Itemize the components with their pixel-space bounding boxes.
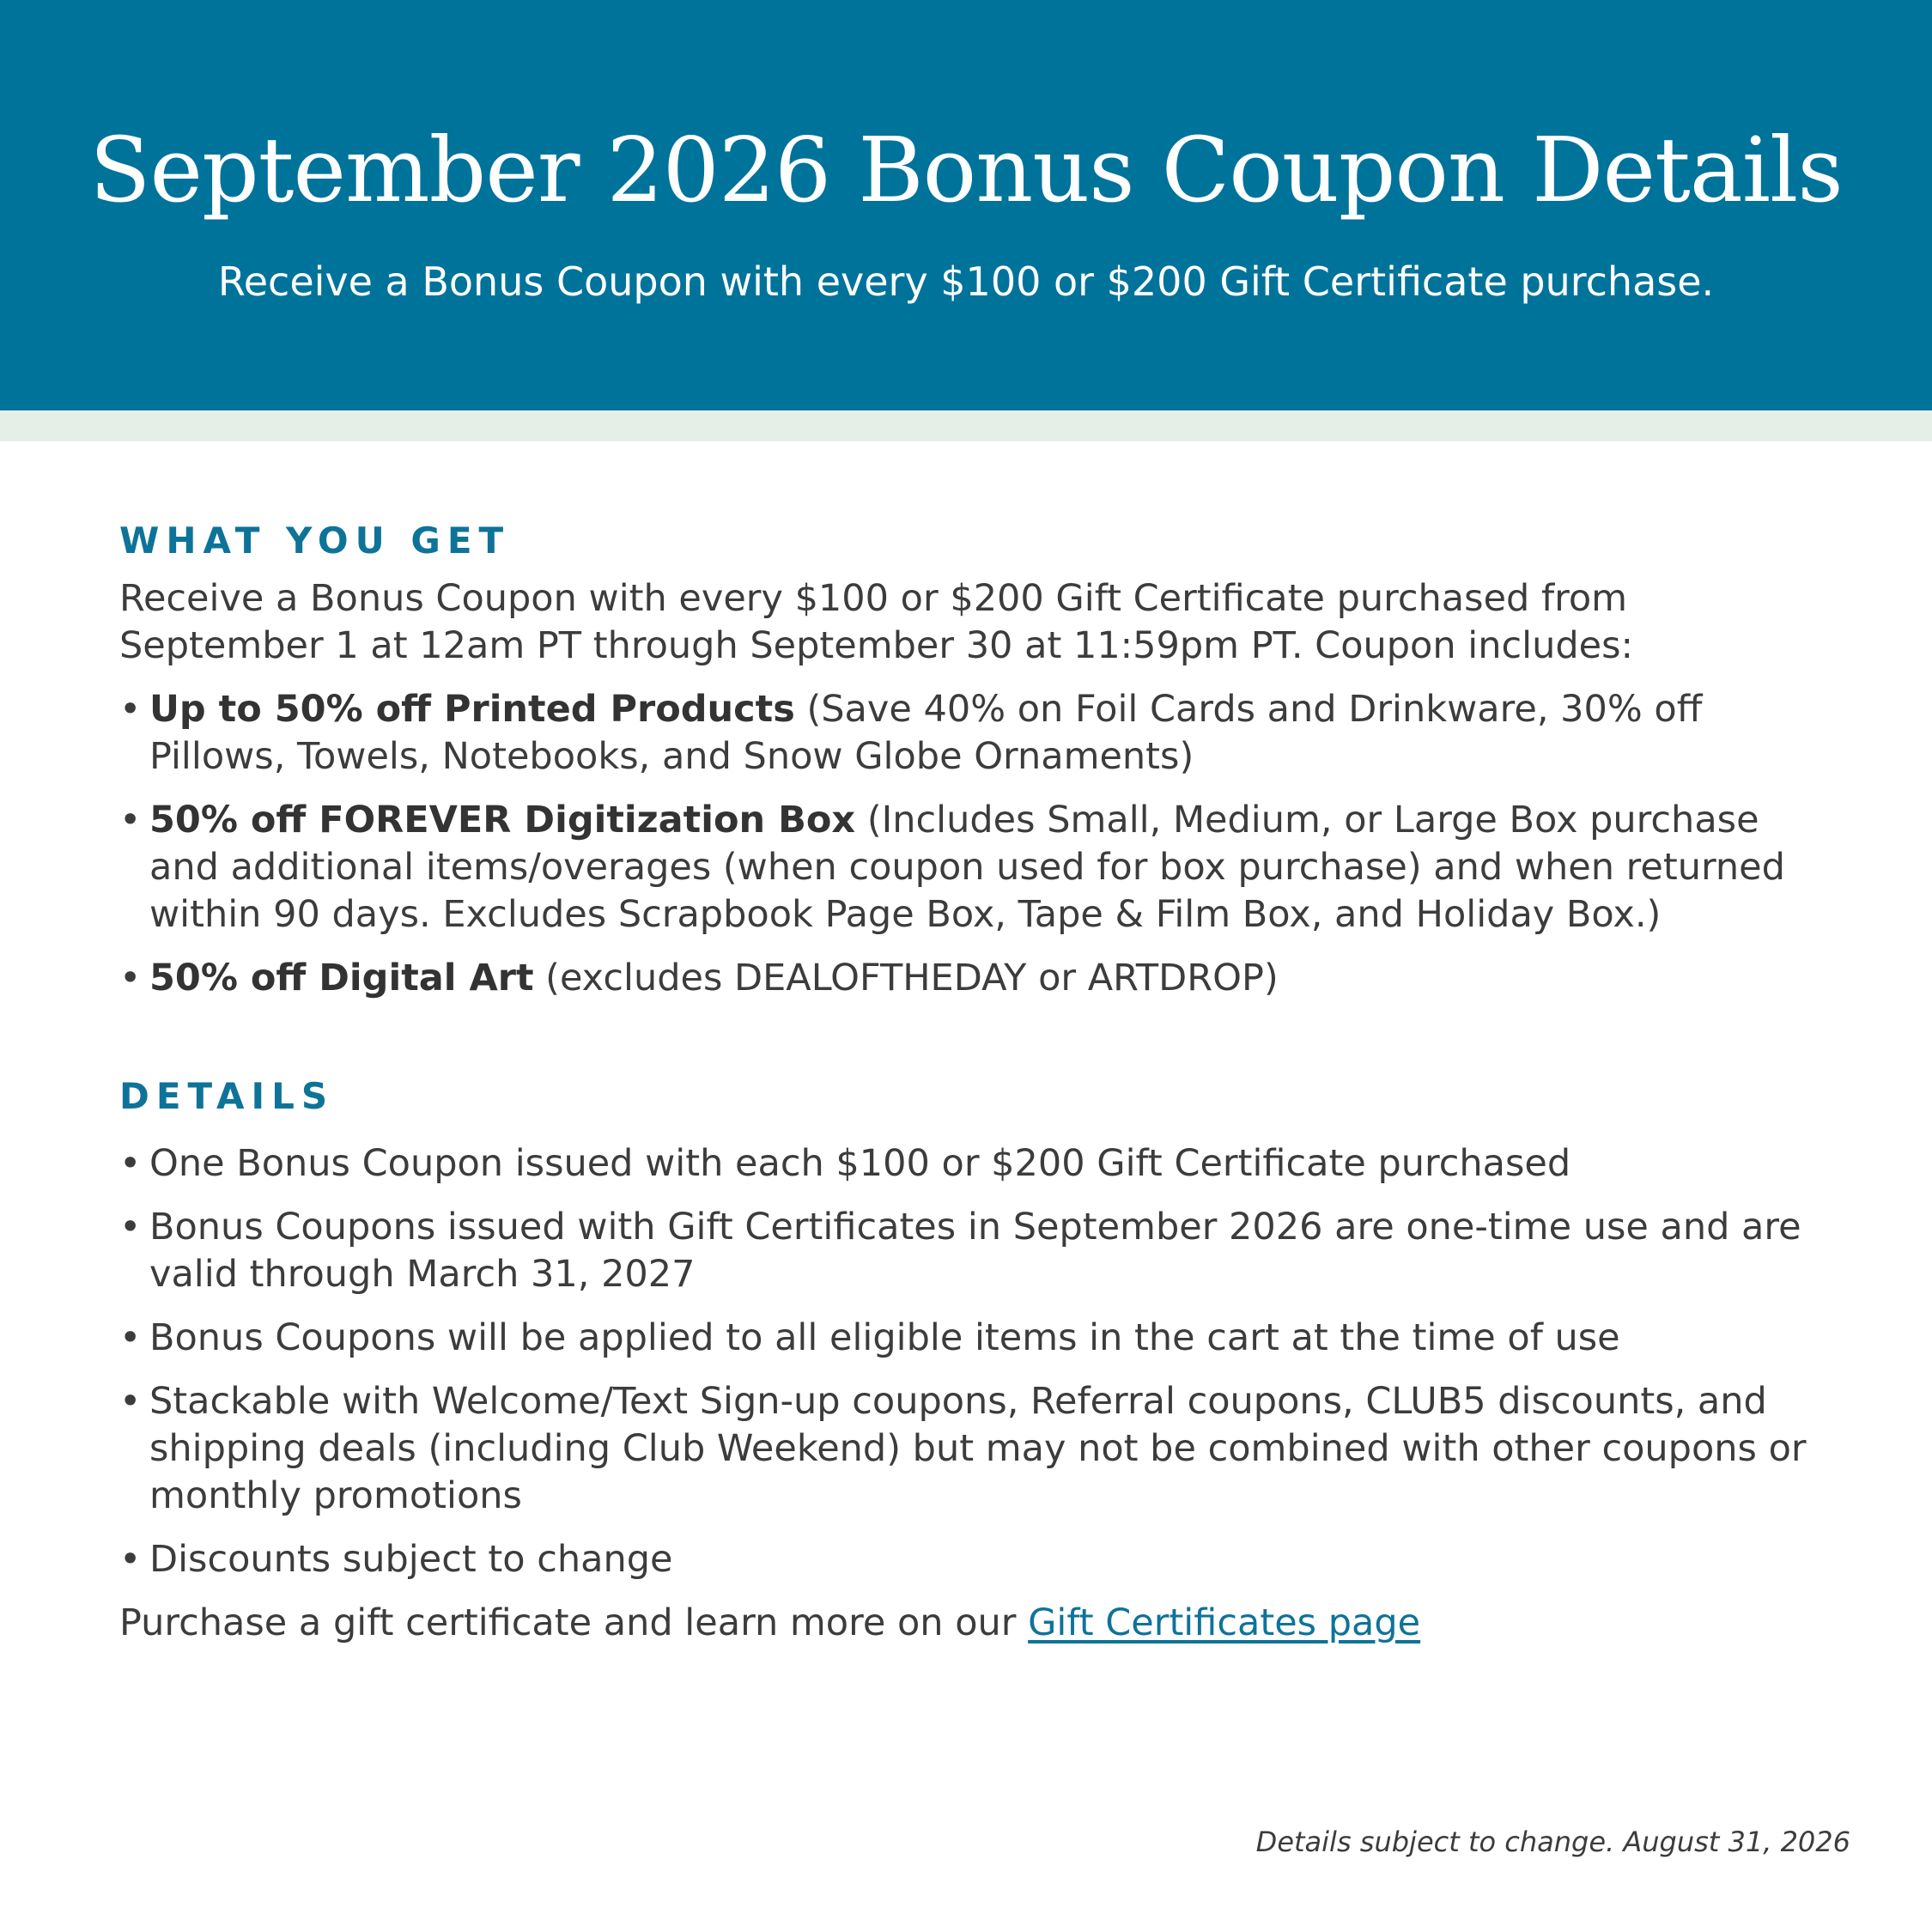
bullet-icon: • <box>119 957 142 999</box>
section-heading-details: DETAILS <box>119 1075 335 1117</box>
list-item-text: Bonus Coupons will be applied to all eligible items in the cart at the time of use <box>149 1316 1620 1359</box>
main-content <box>119 513 1828 1647</box>
bullet-icon: • <box>119 1380 142 1423</box>
list-item <box>119 797 1828 939</box>
bullet-icon: • <box>119 799 142 841</box>
list-item-text: (excludes DEALOFTHEDAY or ARTDROP) <box>533 957 1279 999</box>
list-item <box>119 1204 1828 1298</box>
list-item-text: Stackable with Welcome/Text Sign-up coupons, Referral coupons, CLUB5 discounts, and shipping deals (including Club Weekend) but may not be combined with other coupons or monthly promotions <box>149 1380 1807 1517</box>
list-item-text: Bonus Coupons issued with Gift Certificates in September 2026 are one-time use and are valid through March 31, 2027 <box>149 1206 1801 1296</box>
footer-disclaimer: Details subject to change. August 31, 2026 <box>1255 1826 1850 1858</box>
details-section <box>119 1069 1828 1647</box>
list-item-highlight: Up to 50% off Printed Products <box>149 688 795 731</box>
cta-text: Purchase a gift certificate and learn more on our <box>119 1601 1029 1644</box>
what-you-get-section <box>119 513 1828 1002</box>
list-item-text: Discounts subject to change <box>149 1538 673 1581</box>
section-spacer <box>119 1002 1828 1069</box>
list-item <box>119 1315 1828 1362</box>
list-item <box>119 955 1828 1002</box>
page-subtitle: Receive a Bonus Coupon with every $100 or $200 Gift Certificate purchase. <box>217 258 1715 305</box>
bullet-icon: • <box>119 1142 142 1185</box>
list-item <box>119 1140 1828 1188</box>
gift-certificates-link[interactable]: Gift Certificates page <box>1028 1601 1421 1644</box>
bullet-icon: • <box>119 1206 142 1249</box>
list-item-highlight: 50% off Digital Art <box>149 957 534 999</box>
cta-paragraph <box>119 1600 1828 1647</box>
header-banner <box>0 0 1932 410</box>
list-item <box>119 686 1828 781</box>
details-list <box>119 1140 1828 1583</box>
bullet-icon: • <box>119 1538 142 1581</box>
bullet-icon: • <box>119 1316 142 1359</box>
list-item-highlight: 50% off FOREVER Digitization Box <box>149 799 856 841</box>
header-divider-band <box>0 410 1932 441</box>
section-heading-what-you-get: WHAT YOU GET <box>119 519 511 562</box>
list-item-text: (Save 40% on Foil Cards and Drinkware, 30% off Pillows, Towels, Notebooks, and Snow Globe Ornaments) <box>149 688 1703 778</box>
list-item <box>119 1378 1828 1520</box>
list-item-text: One Bonus Coupon issued with each $100 or $200 Gift Certificate purchased <box>149 1142 1571 1185</box>
bullet-icon: • <box>119 688 142 731</box>
list-item <box>119 1536 1828 1583</box>
what-you-get-intro: Receive a Bonus Coupon with every $100 or $200 Gift Certificate purchased from September 1 at 12am PT through September 30 at 11:59pm PT. Coupon includes: <box>119 577 1633 667</box>
coupon-includes-list <box>119 686 1828 1002</box>
page-title: September 2026 Bonus Coupon Details <box>89 118 1843 222</box>
list-item-text: (Includes Small, Medium, or Large Box purchase and additional items/overages (when coupon used for box purchase) and when returned within 90 days. Excludes Scrapbook Page Box, Tape & Film Box, and Holiday Box.) <box>149 799 1785 936</box>
